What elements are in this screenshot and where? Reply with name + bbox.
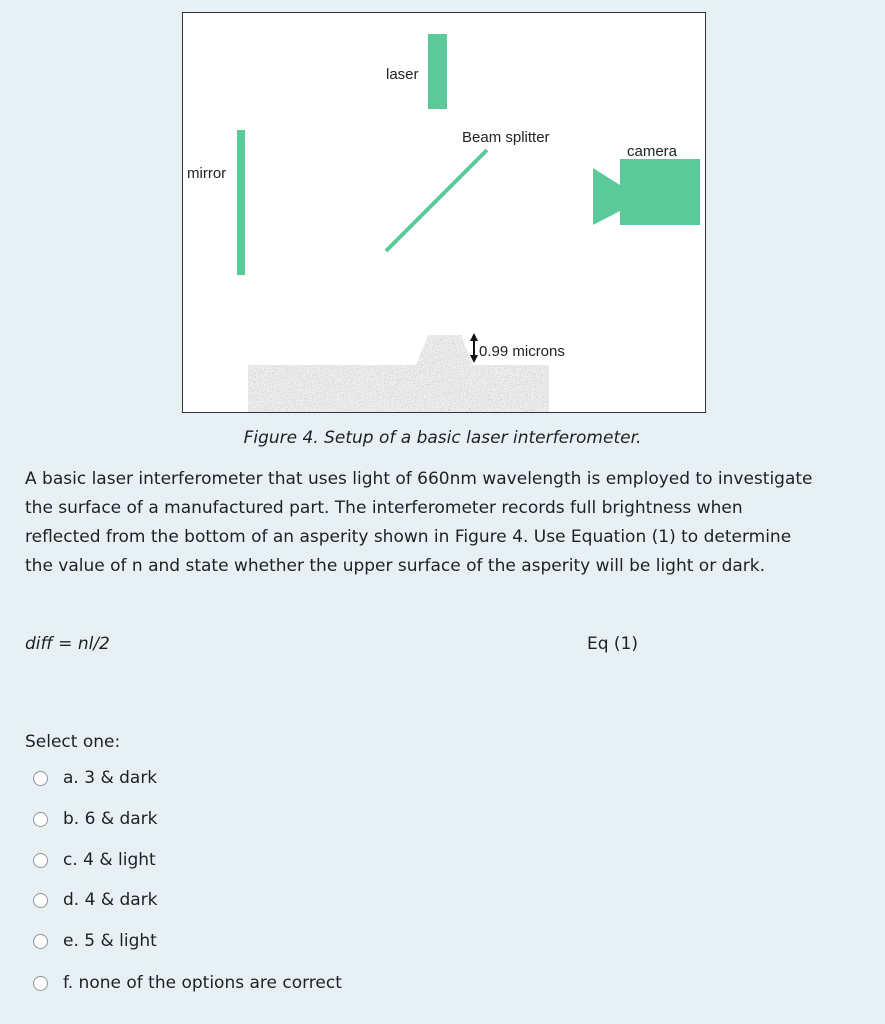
option-b[interactable] xyxy=(33,806,158,832)
mirror-label: mirror xyxy=(187,165,227,182)
question-line: the value of n and state whether the upper surface of the asperity will be light or dark. xyxy=(25,556,766,576)
beam-splitter-label: Beam splitter xyxy=(462,129,550,146)
height-arrow-icon xyxy=(470,333,478,363)
select-one-label: Select one: xyxy=(25,732,121,752)
question-line: A basic laser interferometer that uses light of 660nm wavelength is employed to investigate xyxy=(25,469,813,489)
interferometer-figure xyxy=(182,12,706,413)
option-label: d. 4 & dark xyxy=(63,890,158,910)
option-f[interactable] xyxy=(33,970,342,996)
radio-button[interactable] xyxy=(33,893,48,908)
laser-label: laser xyxy=(386,66,419,83)
camera xyxy=(593,159,700,225)
question-line: reflected from the bottom of an asperity shown in Figure 4. Use Equation (1) to determine xyxy=(25,527,792,547)
radio-button[interactable] xyxy=(33,771,48,786)
mirror xyxy=(237,130,245,275)
option-label: b. 6 & dark xyxy=(63,809,158,829)
beam-splitter xyxy=(386,150,487,251)
radio-button[interactable] xyxy=(33,853,48,868)
radio-button[interactable] xyxy=(33,976,48,991)
radio-button[interactable] xyxy=(33,934,48,949)
question-line: the surface of a manufactured part. The interferometer records full brightness when xyxy=(25,498,743,518)
interferometer-diagram xyxy=(183,13,706,413)
option-d[interactable] xyxy=(33,887,158,913)
option-e[interactable] xyxy=(33,928,157,954)
equation-formula: diff = nl/2 xyxy=(25,634,110,654)
option-a[interactable] xyxy=(33,765,157,791)
option-label: c. 4 & light xyxy=(63,850,156,870)
equation-label: Eq (1) xyxy=(587,634,639,654)
camera-label: camera xyxy=(627,143,678,160)
radio-button[interactable] xyxy=(33,812,48,827)
option-c[interactable] xyxy=(33,847,156,873)
figure-caption: Figure 4. Setup of a basic laser interferometer. xyxy=(243,428,642,448)
question-text xyxy=(25,465,865,581)
option-label: e. 5 & light xyxy=(63,931,157,951)
laser-source xyxy=(428,34,447,109)
option-label: a. 3 & dark xyxy=(63,768,158,788)
asperity-height-label: 0.99 microns xyxy=(479,343,565,360)
option-label: f. none of the options are correct xyxy=(63,973,342,993)
